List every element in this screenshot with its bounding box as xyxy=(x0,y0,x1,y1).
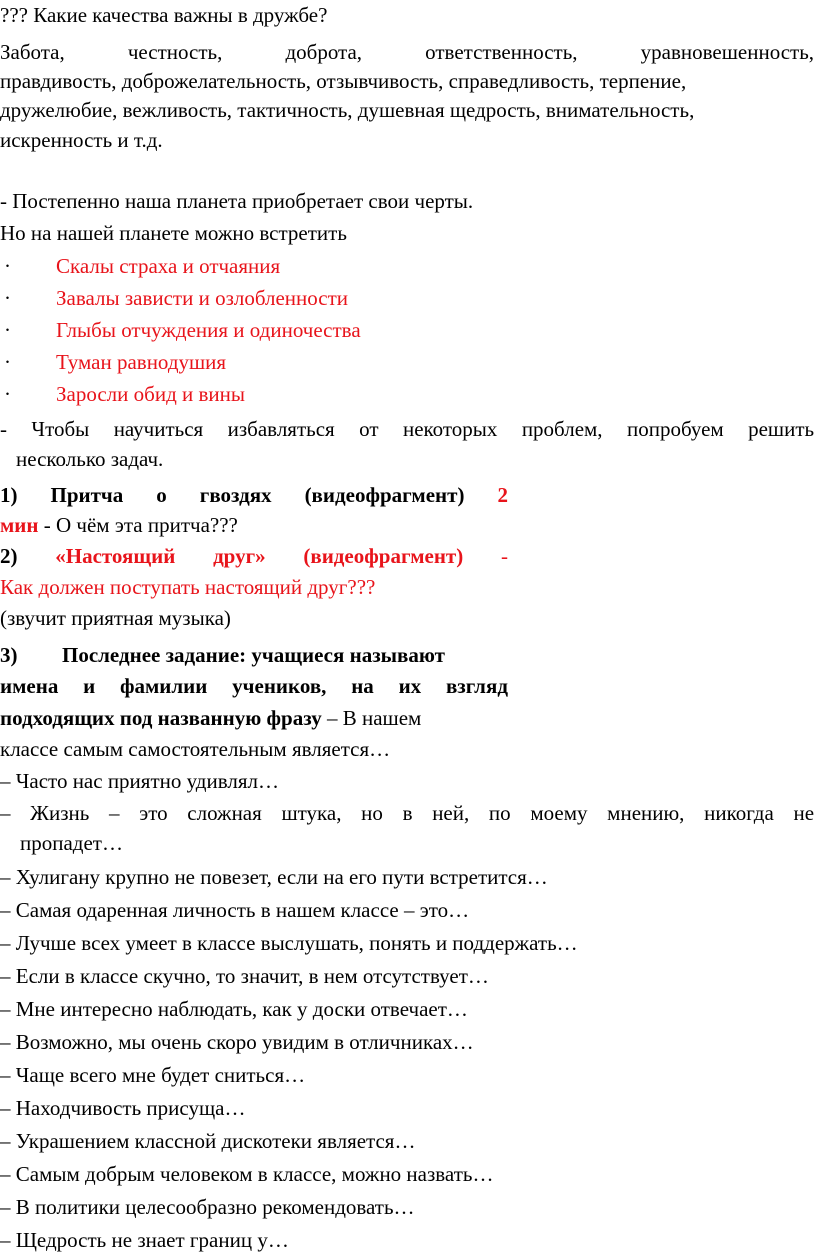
task2-number: 2) xyxy=(0,544,18,568)
task3-line-4: классе самым самостоятельным является… xyxy=(0,737,391,761)
bullet-icon: · xyxy=(4,350,11,374)
phrase-word: – xyxy=(109,801,120,825)
task1-time-unit: мин xyxy=(0,513,39,537)
task3-word: фамилии xyxy=(119,674,208,698)
task3-line-1 xyxy=(0,642,445,668)
obstacle-text: Скалы страха и отчаяния xyxy=(56,254,281,278)
intro-word: проблем, xyxy=(521,417,603,441)
list-item xyxy=(0,285,400,311)
task3-word: взгляд xyxy=(445,674,508,698)
task3-word: и xyxy=(83,674,96,698)
qualities-line-3: дружелюбие, вежливость, тактичность, душевная щедрость, внимательность, xyxy=(0,98,695,122)
phrase-item: – Лучше всех умеет в классе выслушать, понять и поддержать… xyxy=(0,931,578,955)
list-item xyxy=(0,349,400,375)
phrase-item: – В политики целесообразно рекомендовать… xyxy=(0,1195,415,1219)
task2-title-word: (видеофрагмент) xyxy=(303,544,464,568)
bullet-icon: · xyxy=(4,382,11,406)
intro-word: попробуем xyxy=(626,417,724,441)
qualities-line-2: правдивость, доброжелательность, отзывчивость, справедливость, терпение, xyxy=(0,69,687,93)
phrase-word: не xyxy=(793,801,815,825)
tasks-intro-line-2: несколько задач. xyxy=(16,447,164,471)
intro-word: некоторых xyxy=(402,417,498,441)
task3-word: на xyxy=(351,674,374,698)
bullet-icon: · xyxy=(4,254,11,278)
task2-title-word: «Настоящий xyxy=(55,544,176,568)
phrase-item: – Если в классе скучно, то значит, в нем отсутствует… xyxy=(0,964,489,988)
intro-word: - xyxy=(0,417,7,441)
task1-title-word: Притча xyxy=(50,483,124,507)
qualities-line-4: искренность и т.д. xyxy=(0,128,163,152)
phrase-word: ней, xyxy=(432,801,470,825)
phrase-item: – Мне интересно наблюдать, как у доски отвечает… xyxy=(0,997,468,1021)
phrase-item-wrapped-line-1 xyxy=(0,800,814,826)
phrase-item: – Часто нас приятно удивлял… xyxy=(0,769,279,793)
list-item xyxy=(0,253,400,279)
phrase-word: в xyxy=(402,801,413,825)
task3-line-3 xyxy=(0,705,421,731)
task3-number: 3) xyxy=(0,643,18,667)
task1-number: 1) xyxy=(0,483,18,507)
intro-word: избавляться xyxy=(227,417,335,441)
phrase-word: – xyxy=(0,801,11,825)
task3-word: учеников, xyxy=(232,674,327,698)
list-item xyxy=(0,317,400,343)
intro-word: научиться xyxy=(113,417,204,441)
phrase-word: никогда xyxy=(704,801,774,825)
phrase-word: но xyxy=(361,801,383,825)
quality-word: ответственность, xyxy=(425,40,578,64)
phrase-item: – Возможно, мы очень скоро увидим в отличниках… xyxy=(0,1030,474,1054)
phrase-item-wrapped-line-2: пропадет… xyxy=(20,831,123,855)
task3-rest-text: – В нашем xyxy=(321,706,422,730)
task3-word: имена xyxy=(0,674,59,698)
list-item xyxy=(0,381,400,407)
bullet-icon: · xyxy=(4,318,11,342)
obstacle-text: Глыбы отчуждения и одиночества xyxy=(56,318,361,342)
task1-title-line xyxy=(0,482,508,508)
planet-intro: - Постепенно наша планета приобретает свои черты. xyxy=(0,189,474,213)
obstacle-text: Заросли обид и вины xyxy=(56,382,245,406)
quality-word: доброта, xyxy=(285,40,363,64)
phrase-item: – Находчивость присуща… xyxy=(0,1096,246,1120)
phrase-item: – Самым добрым человеком в классе, можно назвать… xyxy=(0,1162,494,1186)
task2-title-word: друг» xyxy=(213,544,266,568)
phrase-word: это xyxy=(139,801,168,825)
quality-word: честность, xyxy=(127,40,223,64)
phrase-word: мнению, xyxy=(607,801,685,825)
task1-question: - О чём эта притча??? xyxy=(38,513,238,537)
intro-word: Чтобы xyxy=(31,417,90,441)
qualities-line-1 xyxy=(0,39,814,65)
task3-word: их xyxy=(398,674,422,698)
task1-title-word: о xyxy=(156,483,167,507)
task1-title-word: (видеофрагмент) xyxy=(304,483,465,507)
phrase-word: сложная xyxy=(187,801,262,825)
obstacle-text: Туман равнодушия xyxy=(56,350,227,374)
task3-line-2 xyxy=(0,673,508,699)
task1-second-line xyxy=(0,512,238,538)
phrase-word: моему xyxy=(530,801,588,825)
task2-question: Как должен поступать настоящий друг??? xyxy=(0,575,376,599)
phrase-item: – Чаще всего мне будет сниться… xyxy=(0,1063,306,1087)
task2-dash: - xyxy=(500,544,508,568)
task2-title-line xyxy=(0,543,508,569)
phrase-item: – Самая одаренная личность в нашем классе – это… xyxy=(0,898,470,922)
phrase-word: Жизнь xyxy=(30,801,90,825)
task3-bold-text: подходящих под названную фразу xyxy=(0,706,322,730)
phrase-word: по xyxy=(488,801,511,825)
task1-time-number: 2 xyxy=(497,483,508,507)
task3-title: Последнее задание: учащиеся называют xyxy=(62,643,445,667)
obstacle-text: Завалы зависти и озлобленности xyxy=(56,286,349,310)
phrase-item: – Щедрость не знает границ у… xyxy=(0,1228,289,1252)
task2-note: (звучит приятная музыка) xyxy=(0,606,231,630)
intro-word: от xyxy=(359,417,379,441)
phrase-item: – Хулигану крупно не повезет, если на его пути встретится… xyxy=(0,865,548,889)
quality-word: Забота, xyxy=(0,40,65,64)
task1-title-word: гвоздях xyxy=(199,483,272,507)
tasks-intro-line-1 xyxy=(0,416,814,442)
quality-word: уравновешенность, xyxy=(640,40,815,64)
question-heading: ??? Какие качества важны в дружбе? xyxy=(0,3,328,27)
planet-can-meet: Но на нашей планете можно встретить xyxy=(0,221,347,245)
phrase-word: штука, xyxy=(281,801,342,825)
phrase-item: – Украшением классной дискотеки является… xyxy=(0,1129,416,1153)
intro-word: решить xyxy=(748,417,815,441)
bullet-icon: · xyxy=(4,286,11,310)
